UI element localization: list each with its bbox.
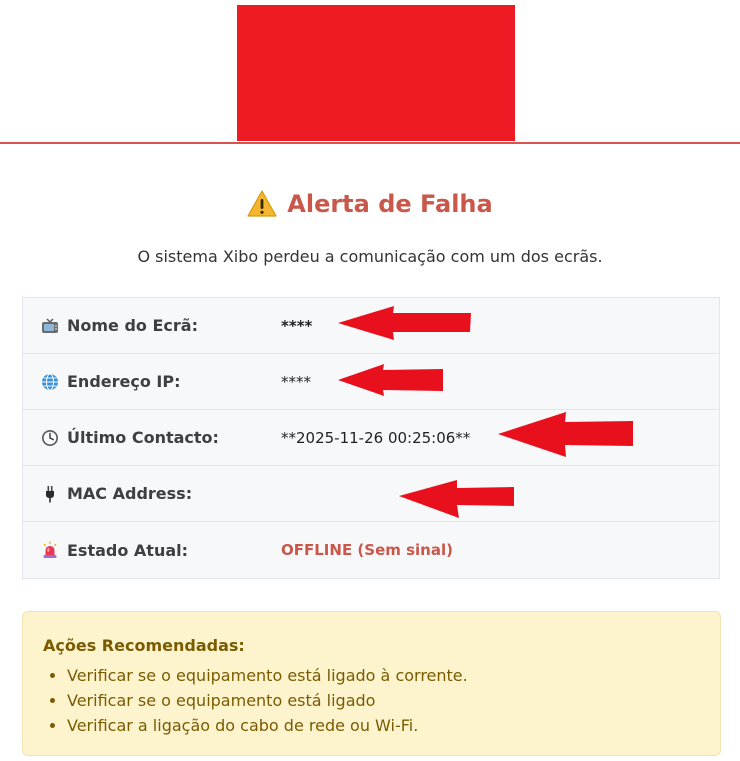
detail-label: Endereço IP:	[67, 372, 181, 391]
list-item: • Verificar se o equipamento está ligado à corrente.	[67, 663, 700, 688]
tv-icon	[41, 317, 59, 335]
annotation-arrow	[336, 304, 474, 342]
clock-icon	[41, 429, 59, 447]
detail-label: MAC Address:	[67, 484, 193, 503]
alert-title: Alerta de Falha	[287, 190, 493, 218]
header-divider	[0, 142, 740, 144]
detail-label: Nome do Ecrã:	[67, 316, 198, 335]
globe-icon	[41, 373, 59, 391]
detail-row-mac-address	[23, 466, 719, 522]
detail-value: ****	[281, 316, 313, 335]
detail-value: ****	[281, 372, 311, 391]
alert-title-row	[0, 186, 740, 222]
alert-message: O sistema Xibo perdeu a comunicação com um dos ecrãs.	[137, 247, 603, 266]
detail-label: Último Contacto:	[67, 428, 219, 447]
detail-row-current-status	[23, 522, 719, 578]
annotation-arrow	[397, 478, 517, 520]
status-value: OFFLINE (Sem sinal)	[281, 541, 453, 559]
list-item: • Verificar se o equipamento está ligado	[67, 688, 700, 713]
actions-list	[43, 663, 700, 738]
annotation-arrow	[496, 410, 636, 460]
detail-value: **2025-11-26 00:25:06**	[281, 428, 471, 447]
recommended-actions-box	[22, 611, 721, 756]
siren-icon	[41, 541, 59, 559]
annotation-arrow	[336, 362, 446, 398]
actions-heading: Ações Recomendadas:	[43, 636, 245, 655]
warning-icon	[247, 190, 277, 218]
redacted-logo-block	[237, 5, 515, 141]
detail-label: Estado Atual:	[67, 540, 189, 560]
plug-icon	[41, 485, 59, 503]
list-item: • Verificar a ligação do cabo de rede ou Wi-Fi.	[67, 713, 700, 738]
